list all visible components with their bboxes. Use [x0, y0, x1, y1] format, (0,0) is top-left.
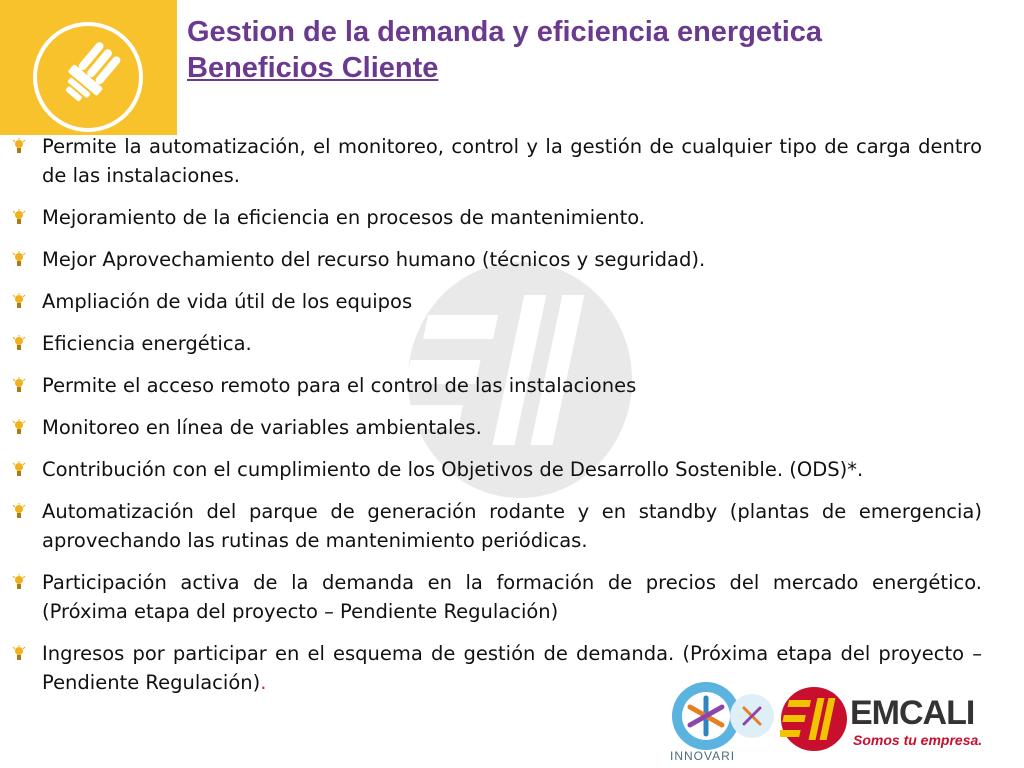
bullet-text: Mejor Aprovechamiento del recurso humano (técnicos y seguridad). [42, 248, 706, 271]
emcali-logo-text: EMCALI [850, 694, 975, 732]
lightbulb-icon [33, 22, 143, 132]
list-item [12, 413, 982, 442]
list-item [12, 245, 982, 274]
bulb-bullet-icon [12, 335, 26, 353]
bullet-text: Permite el acceso remoto para el control de las instalaciones [42, 374, 637, 397]
bulb-bullet-icon [12, 419, 26, 437]
bulb-bullet-icon [12, 209, 26, 227]
trailing-period: . [260, 671, 267, 694]
bullet-text: Mejoramiento de la eficiencia en procesos de mantenimiento. [42, 206, 645, 229]
bulb-bullet-icon [12, 503, 26, 521]
bullet-text: Automatización del parque de generación rodante y en standby (plantas de emergencia) aprovechando las rutinas de mantenimiento periódicas. [42, 500, 982, 552]
bulb-bullet-icon [12, 461, 26, 479]
list-item [12, 329, 982, 358]
page-subtitle: Beneficios Cliente [187, 52, 439, 84]
bulb-bullet-icon [12, 574, 26, 592]
innovari-logo-text: INNOVARI [670, 749, 736, 763]
list-item [12, 132, 982, 190]
list-item [12, 371, 982, 400]
page-title: Gestion de la demanda y eficiencia energetica [187, 16, 823, 48]
bulb-bullet-icon [12, 293, 26, 311]
bullet-text: Participación activa de la demanda en la formación de precios del mercado energético. (Próxima etapa del proyecto – Pendiente Regulación) [42, 571, 982, 623]
bulb-bullet-icon [12, 138, 26, 156]
list-item [12, 287, 982, 316]
bullet-text: Permite la automatización, el monitoreo, control y la gestión de cualquier tipo de carga dentro de las instalaciones. [42, 135, 982, 187]
emcali-tagline: Somos tu empresa. [853, 732, 983, 748]
innovari-logo-icon [668, 682, 778, 750]
bullet-text: Contribución con el cumplimiento de los Objetivos de Desarrollo Sostenible. (ODS)*. [42, 458, 864, 481]
bullet-text: Monitoreo en línea de variables ambientales. [42, 416, 482, 439]
benefits-list [12, 132, 982, 710]
bulb-bullet-icon [12, 251, 26, 269]
bulb-bullet-icon [12, 377, 26, 395]
list-item [12, 455, 982, 484]
bullet-text: Eficiencia energética. [42, 332, 252, 355]
bullet-text: Ingresos por participar en el esquema de gestión de demanda. (Próxima etapa del proyecto – Pendiente Regulación) [42, 642, 982, 694]
list-item [12, 568, 982, 626]
list-item [12, 203, 982, 232]
title-block [187, 14, 822, 86]
footer-logos [668, 682, 1024, 768]
emcali-logo-icon [780, 686, 848, 752]
list-item [12, 497, 982, 555]
bulb-bullet-icon [12, 645, 26, 663]
bullet-text: Ampliación de vida útil de los equipos [42, 290, 413, 313]
header-icon-block [0, 0, 177, 135]
